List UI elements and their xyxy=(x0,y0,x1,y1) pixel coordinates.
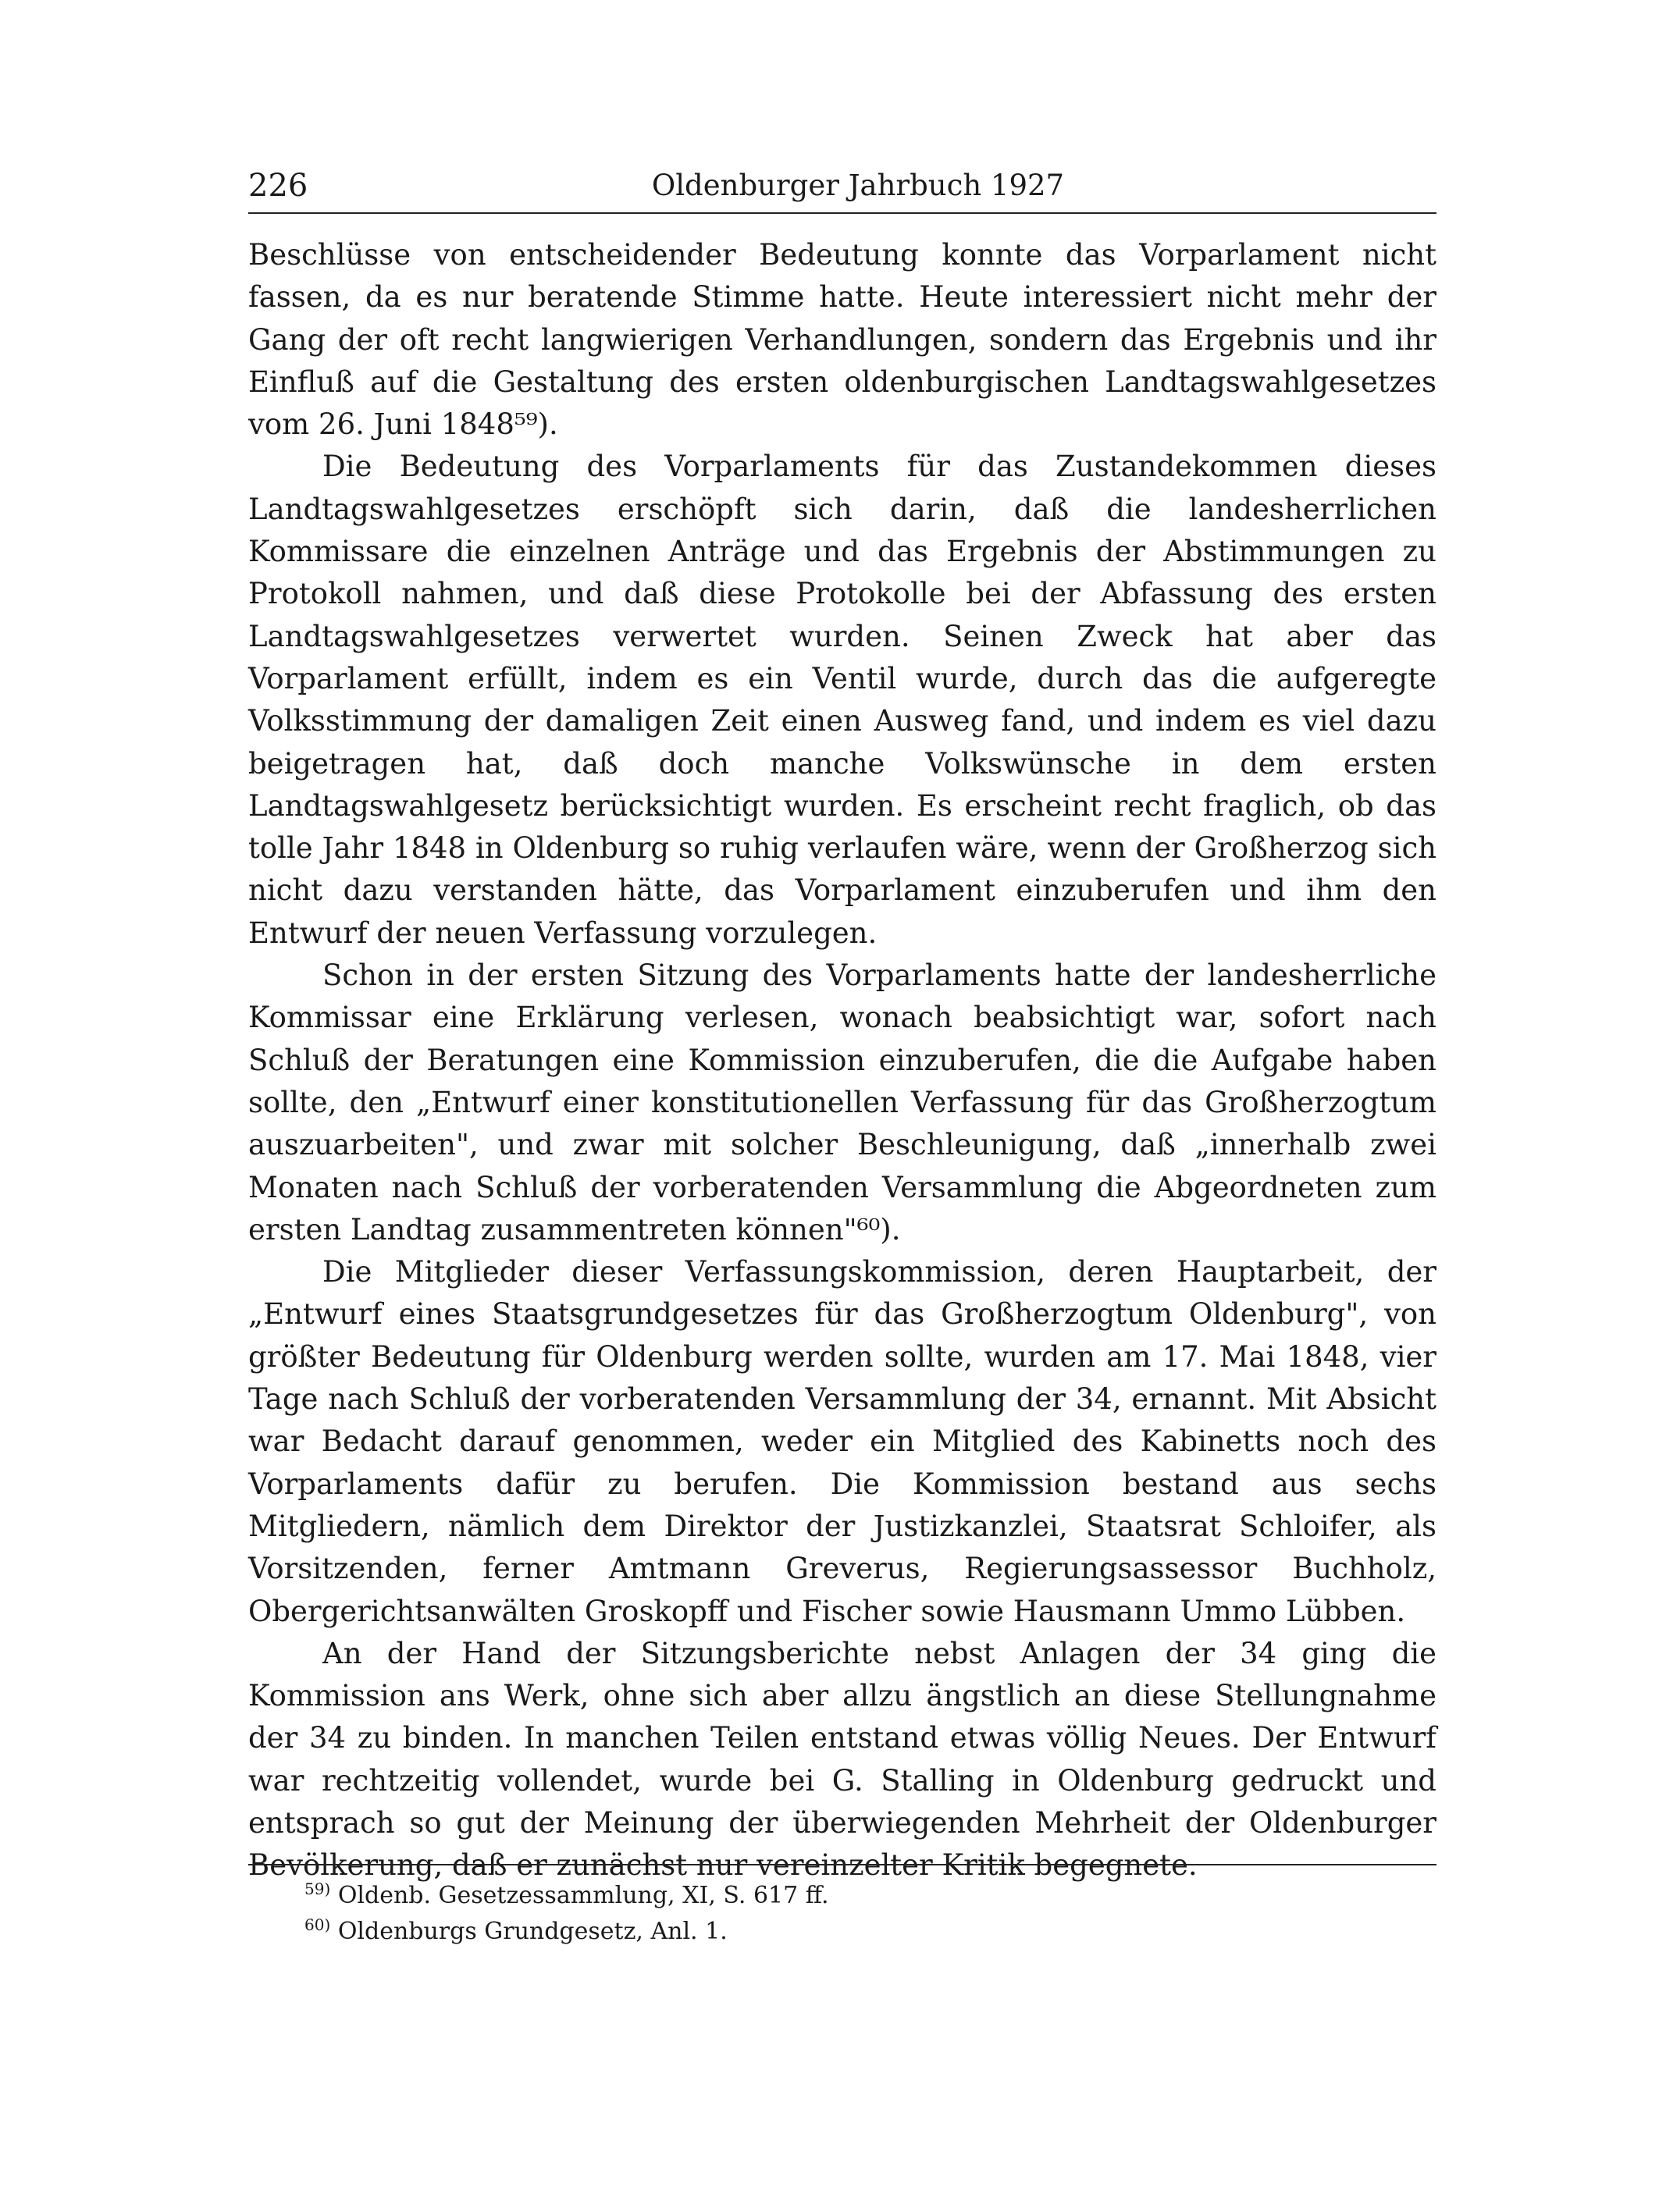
footnote-mark: 59) xyxy=(304,1879,331,1898)
footnote-rule xyxy=(248,1864,1436,1865)
footnotes xyxy=(304,1878,1429,1950)
page-header xyxy=(248,165,1436,212)
body-text xyxy=(248,234,1436,1887)
paragraph-4: Die Mitglieder dieser Verfassungskommission, deren Hauptarbeit, der „Entwurf eines Staatsgrundgesetzes für das Großherzogtum Oldenburg", von größter Bedeutung für Oldenburg werden sollte, wurden am 17. Mai 1848, vier Tage nach Schluß der vorberatenden Versammlung der 34, ernannt. Mit Absicht war Bedacht darauf genommen, weder ein Mitglied des Kabinetts noch des Vorparlaments dafür zu berufen. Die Kommission bestand aus sechs Mitgliedern, nämlich dem Direktor der Justizkanzlei, Staatsrat Schloifer, als Vorsitzenden, ferner Amtmann Greverus, Regierungsassessor Buchholz, Obergerichtsanwälten Groskopff und Fischer sowie Hausmann Ummo Lübben. xyxy=(248,1255,1436,1628)
page-number: 226 xyxy=(248,168,308,204)
footnote-mark: 60) xyxy=(304,1915,331,1934)
footnote-text: Oldenb. Gesetzessammlung, XI, S. 617 ff. xyxy=(337,1882,829,1909)
footnote-59 xyxy=(304,1878,1429,1914)
running-title: Oldenburger Jahrbuch 1927 xyxy=(651,169,1065,202)
header-rule xyxy=(248,212,1436,214)
footnote-text: Oldenburgs Grundgesetz, Anl. 1. xyxy=(337,1918,728,1945)
paragraph-1: Beschlüsse von entscheidender Bedeutung konnte das Vorparlament nicht fassen, da es nur beratende Stimme hatte. Heute interessiert nicht mehr der Gang der oft recht langwierigen Verhandlungen, sondern das Ergebnis und ihr Einfluß auf die Gestaltung des ersten oldenburgischen Landtagswahlgesetzes vom 26. Juni 1848⁵⁹). xyxy=(248,238,1436,442)
paragraph-2: Die Bedeutung des Vorparlaments für das Zustandekommen dieses Landtagswahlgesetzes erschöpft sich darin, daß die landesherrlichen Kommissare die einzelnen Anträge und das Ergebnis der Abstimmungen zu Protokoll nahmen, und daß diese Protokolle bei der Abfassung des ersten Landtagswahlgesetzes verwertet wurden. Seinen Zweck hat aber das Vorparlament erfüllt, indem es ein Ventil wurde, durch das die aufgeregte Volksstimmung der damaligen Zeit einen Ausweg fand, und indem es viel dazu beigetragen hat, daß doch manche Volkswünsche in dem ersten Landtagswahlgesetz berücksichtigt wurden. Es erscheint recht fraglich, ob das tolle Jahr 1848 in Oldenburg so ruhig verlaufen wäre, wenn der Großherzog sich nicht dazu verstanden hätte, das Vorparlament einzuberufen und ihm den Entwurf der neuen Verfassung vorzulegen. xyxy=(248,450,1436,950)
paragraph-3: Schon in der ersten Sitzung des Vorparlaments hatte der landesherrliche Kommissar eine Erklärung verlesen, wonach beabsichtigt war, sofort nach Schluß der Beratungen eine Kommission einzuberufen, die die Aufgabe haben sollte, den „Entwurf einer konstitutionellen Verfassung für das Großherzogtum auszuarbeiten", und zwar mit solcher Beschleunigung, daß „innerhalb zwei Monaten nach Schluß der vorberatenden Versammlung die Abgeordneten zum ersten Landtag zusammentreten können"⁶⁰). xyxy=(248,958,1436,1246)
paragraph-5: An der Hand der Sitzungsberichte nebst Anlagen der 34 ging die Kommission ans Werk, ohne sich aber allzu ängstlich an diese Stellungnahme der 34 zu binden. In manchen Teilen entstand etwas völlig Neues. Der Entwurf war rechtzeitig vollendet, wurde bei G. Stalling in Oldenburg gedruckt und entsprach so gut der Meinung der überwiegenden Mehrheit der Oldenburger Bevölkerung, daß er zunächst nur vereinzelter Kritik begegnete. xyxy=(248,1636,1436,1883)
footnote-60 xyxy=(304,1914,1429,1950)
